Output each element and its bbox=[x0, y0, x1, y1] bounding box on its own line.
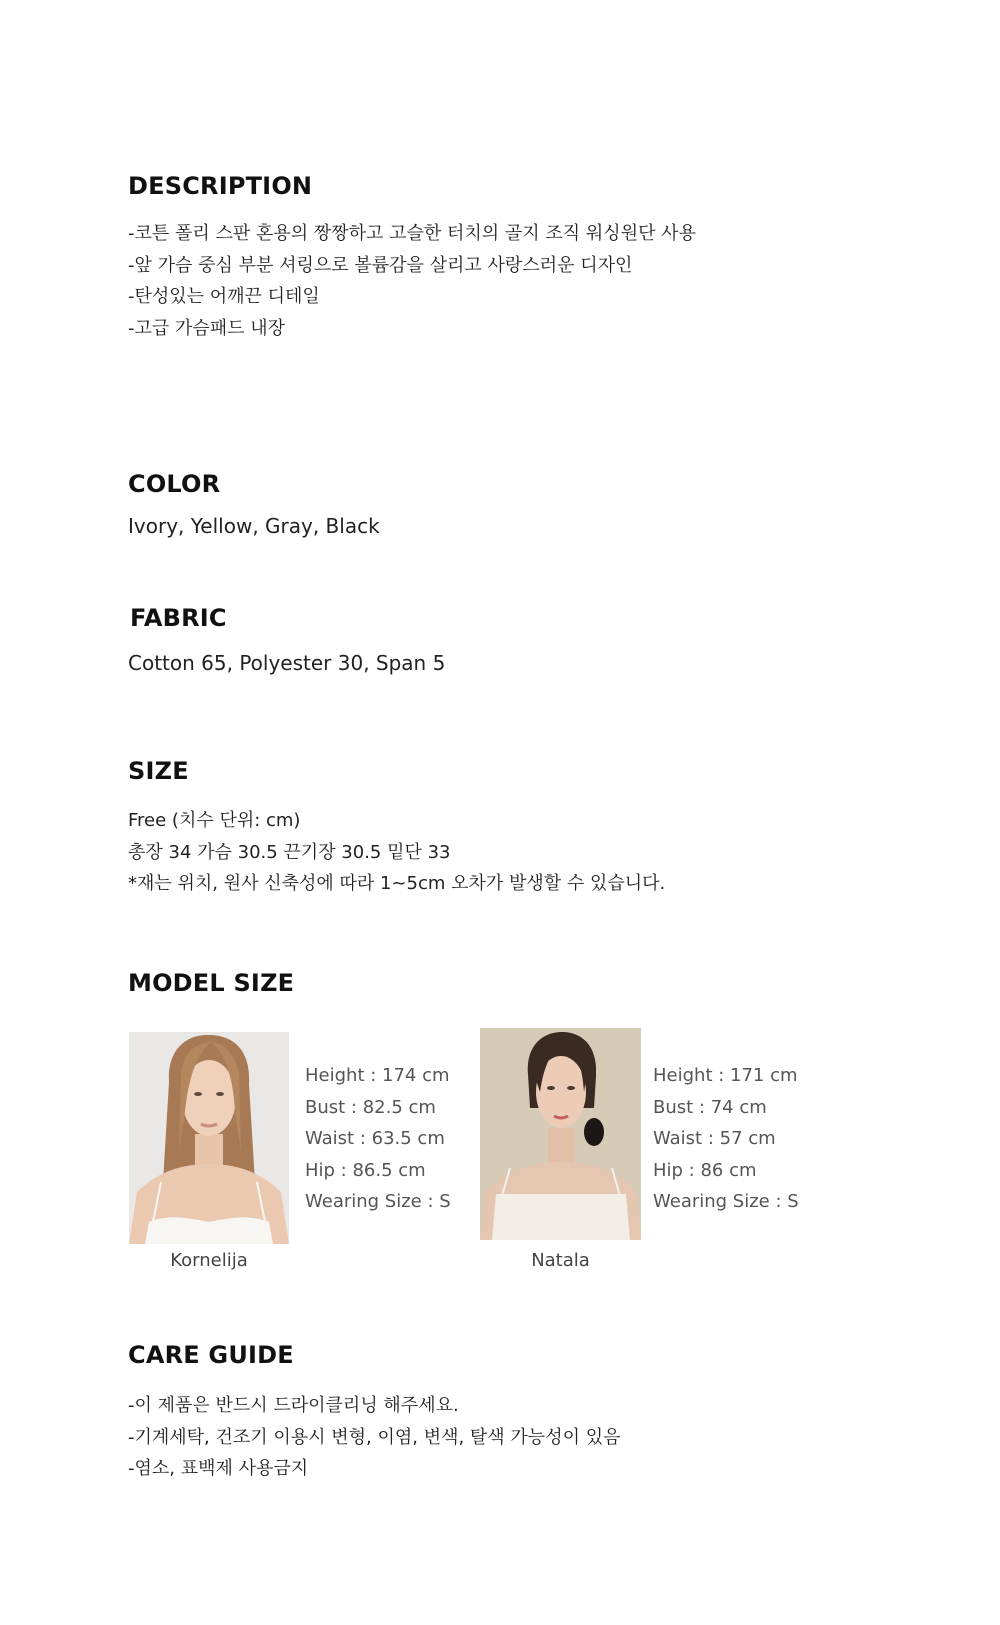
description-line: -고급 가슴패드 내장 bbox=[128, 317, 286, 339]
model-name-kornelija: Kornelija bbox=[170, 1250, 248, 1271]
size-line: Free (치수 단위: cm) bbox=[128, 810, 301, 831]
color-heading: COLOR bbox=[128, 470, 221, 498]
model-waist: Waist : 63.5 cm bbox=[305, 1128, 445, 1149]
size-note: *재는 위치, 원사 신축성에 따라 1~5cm 오차가 발생할 수 있습니다. bbox=[128, 873, 666, 894]
size-info bbox=[128, 805, 665, 900]
care-guide-list bbox=[128, 1390, 620, 1485]
model-wearing-size: Wearing Size : S bbox=[653, 1191, 799, 1212]
description-line: -앞 가슴 중심 부분 셔링으로 볼륨감을 살리고 사랑스러운 디자인 bbox=[128, 254, 633, 276]
care-guide-line: -염소, 표백제 사용금지 bbox=[128, 1458, 309, 1479]
model-photo-kornelija bbox=[129, 1032, 289, 1244]
size-line: 총장 34 가슴 30.5 끈기장 30.5 밑단 33 bbox=[128, 841, 451, 863]
care-guide-heading: CARE GUIDE bbox=[128, 1341, 294, 1369]
description-heading: DESCRIPTION bbox=[128, 172, 313, 200]
model-size-heading: MODEL SIZE bbox=[128, 969, 295, 997]
model-stats-kornelija bbox=[305, 1060, 451, 1218]
model-hip: Hip : 86.5 cm bbox=[305, 1159, 426, 1181]
care-guide-line: -이 제품은 반드시 드라이클리닝 해주세요. bbox=[128, 1395, 459, 1416]
description-list bbox=[128, 218, 696, 344]
model-stats-natala bbox=[653, 1060, 799, 1218]
color-value: Ivory, Yellow, Gray, Black bbox=[128, 514, 380, 538]
fabric-value: Cotton 65, Polyester 30, Span 5 bbox=[128, 651, 446, 675]
care-guide-line: -기계세탁, 건조기 이용시 변형, 이염, 변색, 탈색 가능성이 있음 bbox=[128, 1426, 621, 1448]
description-line: -탄성있는 어깨끈 디테일 bbox=[128, 286, 320, 307]
model-name-natala: Natala bbox=[531, 1250, 590, 1271]
size-heading: SIZE bbox=[128, 757, 189, 785]
model-height: Height : 174 cm bbox=[305, 1065, 450, 1086]
model-bust: Bust : 74 cm bbox=[653, 1096, 767, 1118]
model-bust: Bust : 82.5 cm bbox=[305, 1096, 436, 1118]
description-line: -코튼 폴리 스판 혼용의 짱짱하고 고슬한 터치의 골지 조직 워싱원단 사용 bbox=[128, 223, 696, 244]
model-hip: Hip : 86 cm bbox=[653, 1159, 757, 1181]
fabric-heading: FABRIC bbox=[130, 604, 227, 632]
model-photo-natala bbox=[480, 1028, 641, 1240]
model-height: Height : 171 cm bbox=[653, 1065, 798, 1086]
model-waist: Waist : 57 cm bbox=[653, 1128, 776, 1149]
model-wearing-size: Wearing Size : S bbox=[305, 1191, 451, 1212]
